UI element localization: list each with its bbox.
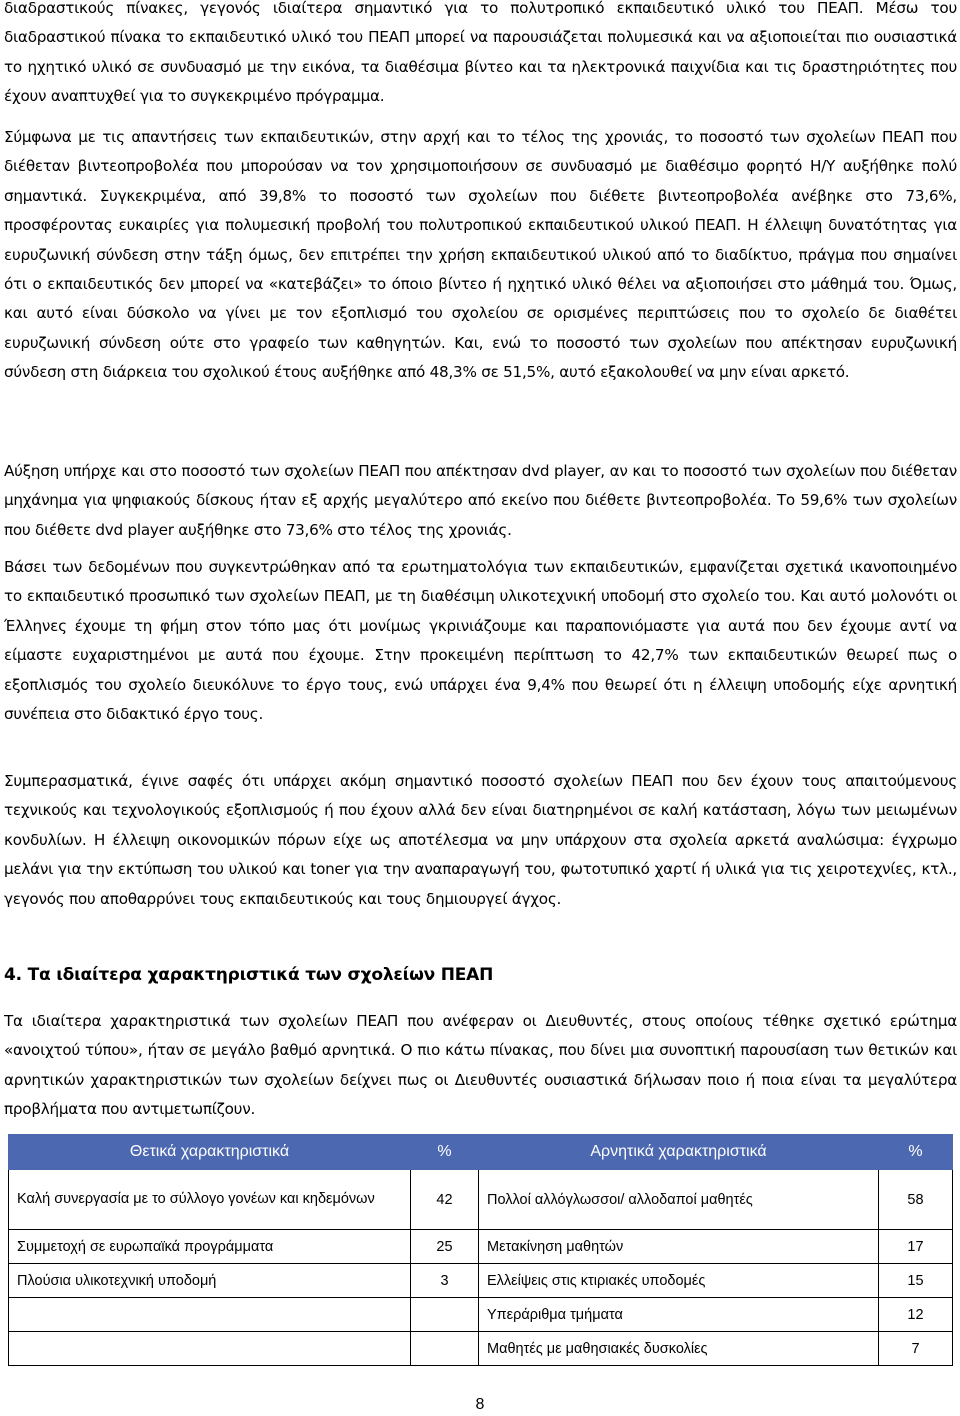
positive-label-empty <box>9 1298 411 1332</box>
paragraph-projectors: Σύμφωνα με τις απαντήσεις των εκπαιδευτικών, στην αρχή και το τέλος της χρονιάς, το ποσοστό των σχολείων ΠΕΑΠ που διέθεταν βιντεοπροβολέα που μπορούσαν να τον χρησιμοποιήσουν σε συνδυασμό με διαθέσιμο φορητό Η/Υ αυξήθηκε πολύ σημαντικά. Συγκεκριμένα, από 39,8% το ποσοστό των σχολείων που διέθετε βιντεοπροβολέα ανέβηκε στο 73,6%, προσφέροντας ευκαιρίες για πολυμεσική προβολή του πολυτροπικού εκπαιδευτικού υλικού ΠΕΑΠ. Η έλλειψη δυνατότητας για ευρυζωνική σύνδεση στην τάξη όμως, δεν επιτρέπει την χρήση εκπαιδευτικού υλικού από το διαδίκτυο, πράγμα που σημαίνει ότι ο εκπαιδευτικός δεν μπορεί να «κατεβάζει» το όποιο βίντεο ή ηχητικό υλικό θέλει να αξιοποιήσει στο μάθημά του. Όμως, και αυτό είναι δύσκολο να γίνει με τον εξοπλισμό του σχολείου σε ορισμένες περιπτώσεις που το σχολείο δε διαθέτει ευρυζωνική σύνδεση ούτε στο γραφείο των καθηγητών. Και, ενώ το ποσοστό των σχολείων που απέκτησαν ευρυζωνική σύνδεση στη διάρκεια του σχολικού έτους αυξήθηκε από 48,3% σε 51,5%, αυτό εξακολουθεί να μην είναι αρκετό. <box>4 128 957 382</box>
positive-pct: 42 <box>411 1170 479 1230</box>
table-row <box>9 1264 953 1298</box>
positive-pct-empty <box>411 1298 479 1332</box>
table-row <box>9 1298 953 1332</box>
table-row <box>9 1230 953 1264</box>
header-positive-pct: % <box>411 1135 479 1170</box>
negative-pct: 7 <box>879 1332 953 1366</box>
page-number: 8 <box>475 1396 485 1413</box>
negative-label: Ελλείψεις στις κτιριακές υποδομές <box>479 1264 879 1298</box>
table-row <box>9 1332 953 1366</box>
negative-pct: 12 <box>879 1298 953 1332</box>
negative-pct: 17 <box>879 1230 953 1264</box>
positive-label: Καλή συνεργασία με το σύλλογο γονέων και κηδεμόνων <box>9 1170 411 1230</box>
paragraph-interactive-boards: διαδραστικούς πίνακες, γεγονός ιδιαίτερα σημαντικό για το πολυτροπικό εκπαιδευτικό υλικό του ΠΕΑΠ. Μέσω του διαδραστικού πίνακα το εκπαιδευτικό υλικό του ΠΕΑΠ μπορεί να παρουσιάζεται πολυμεσικά και να αξιοποιείται πιο ουσιαστικά το ηχητικό υλικό σε συνδυασμό με την εικόνα, τα διαθέσιμα βίντεο και τα ηλεκτρονικά παιχνίδια και τις δραστηριότητες που έχουν αναπτυχθεί για το συγκεκριμένο πρόγραμμα. <box>4 0 957 106</box>
characteristics-table <box>8 1134 953 1366</box>
positive-pct: 3 <box>411 1264 479 1298</box>
negative-label: Πολλοί αλλόγλωσσοι/ αλλοδαποί μαθητές <box>479 1170 879 1230</box>
negative-label: Υπεράριθμα τμήματα <box>479 1298 879 1332</box>
positive-pct: 25 <box>411 1230 479 1264</box>
paragraph-school-characteristics: Τα ιδιαίτερα χαρακτηριστικά των σχολείων ΠΕΑΠ που ανέφεραν οι Διευθυντές, στους οποίους τέθηκε σχετικό ερώτημα «ανοιχτού τύπου», ήταν σε μεγάλο βαθμό αρνητικά. Ο πιο κάτω πίνακας, που δίνει μια συνοπτική παρουσίαση των θετικών και αρνητικών χαρακτηριστικών των σχολείων δείχνει πως οι Διευθυντές ουσιαστικά δήλωσαν ποιο ή ποια είναι τα μεγαλύτερα προβλήματα που αντιμετωπίζουν. <box>4 1012 957 1119</box>
positive-label: Πλούσια υλικοτεχνική υποδομή <box>9 1264 411 1298</box>
section-heading: 4. Τα ιδιαίτερα χαρακτηριστικά των σχολείων ΠΕΑΠ <box>4 965 494 985</box>
negative-label: Μαθητές με μαθησιακές δυσκολίες <box>479 1332 879 1366</box>
negative-label: Μετακίνηση μαθητών <box>479 1230 879 1264</box>
header-positive: Θετικά χαρακτηριστικά <box>9 1135 411 1170</box>
table-header-row <box>9 1135 953 1170</box>
positive-label-empty <box>9 1332 411 1366</box>
negative-pct: 15 <box>879 1264 953 1298</box>
negative-pct: 58 <box>879 1170 953 1230</box>
paragraph-staff-satisfaction: Βάσει των δεδομένων που συγκεντρώθηκαν από τα ερωτηματολόγια των εκπαιδευτικών, εμφανίζεται σχετικά ικανοποιημένο το εκπαιδευτικό προσωπικό των σχολείων ΠΕΑΠ, με τη διαθέσιμη υλικοτεχνική υποδομή στο σχολείο του. Και αυτό μολονότι οι Έλληνες έχουμε τη φήμη στον τόπο μας ότι μονίμως γκρινιάζουμε και παραπονιόμαστε για αυτά που δεν έχουμε αντί να είμαστε ευχαριστημένοι με αυτά που έχουμε. Στην προκειμένη περίπτωση το 42,7% των εκπαιδευτικών θεωρεί πως ο εξοπλισμός του σχολείο διευκόλυνε το έργο τους, ενώ υπάρχει ένα 9,4% που θεωρεί ότι η έλλειψη υποδομής είχε αρνητική συνέπεια στο διδακτικό έργο τους. <box>4 558 957 724</box>
header-negative: Αρνητικά χαρακτηριστικά <box>479 1135 879 1170</box>
table-row <box>9 1170 953 1230</box>
paragraph-dvd-player: Αύξηση υπήρχε και στο ποσοστό των σχολείων ΠΕΑΠ που απέκτησαν dvd player, αν και το ποσοστό των σχολείων που διέθεταν μηχάνημα για ψηφιακούς δίσκους ήταν εξ αρχής μεγαλύτερο από εκείνο που διέθετε βιντεοπροβολέα. Το 59,6% των σχολείων που διέθετε dvd player αυξήθηκε στο 73,6% στο τέλος της χρονιάς. <box>4 462 957 539</box>
positive-pct-empty <box>411 1332 479 1366</box>
positive-label: Συμμετοχή σε ευρωπαϊκά προγράμματα <box>9 1230 411 1264</box>
header-negative-pct: % <box>879 1135 953 1170</box>
paragraph-conclusion: Συμπερασματικά, έγινε σαφές ότι υπάρχει ακόμη σημαντικό ποσοστό σχολείων ΠΕΑΠ που δεν έχουν τους απαιτούμενους τεχνικούς και τεχνολογικούς εξοπλισμούς ή που έχουν αλλά δεν είναι διατηρημένοι σε καλή κατάσταση, λόγω των μειωμένων κονδυλίων. Η έλλειψη οικονομικών πόρων είχε ως αποτέλεσμα να μην υπάρχουν στα σχολεία αρκετά αναλώσιμα: έγχρωμο μελάνι για την εκτύπωση του υλικού και toner για την αναπαραγωγή του, φωτοτυπικό χαρτί ή υλικά για τις χειροτεχνίες, κτλ., γεγονός που αποθαρρύνει τους εκπαιδευτικούς και τους δημιουργεί άγχος. <box>4 772 957 908</box>
